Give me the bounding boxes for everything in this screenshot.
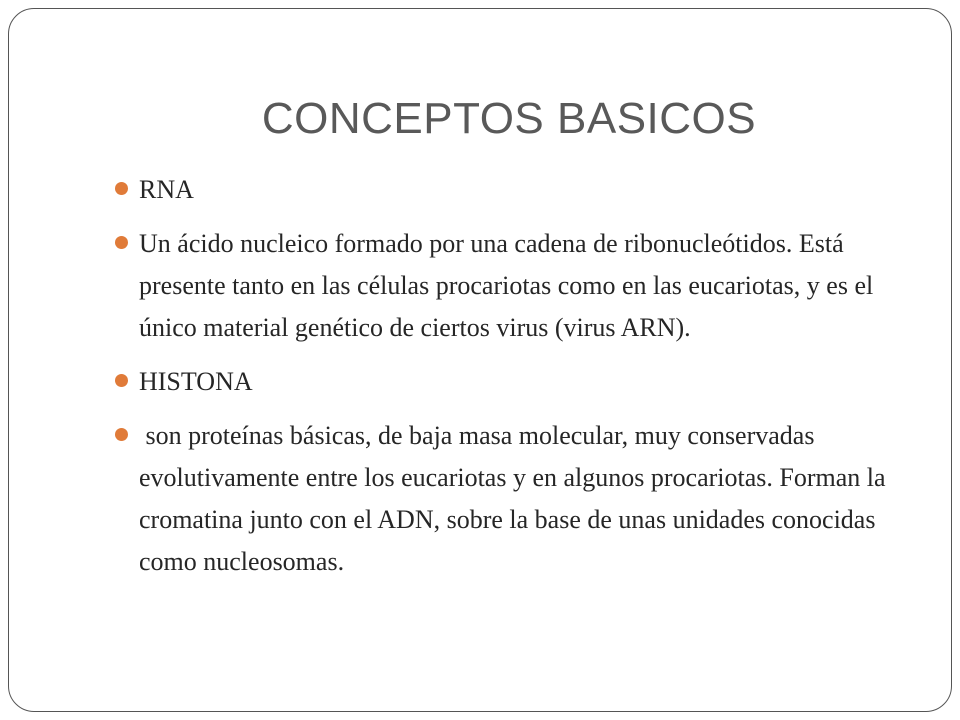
bullet-text: RNA bbox=[139, 175, 194, 204]
bullet-dot-icon bbox=[115, 236, 128, 249]
bullet-dot-icon bbox=[115, 374, 128, 387]
slide-title: CONCEPTOS BASICOS bbox=[261, 94, 757, 143]
bullet-list bbox=[113, 169, 913, 595]
bullet-item bbox=[113, 223, 913, 349]
bullet-item bbox=[113, 415, 913, 583]
slide-frame bbox=[8, 8, 952, 712]
bullet-text: HISTONA bbox=[139, 367, 253, 396]
bullet-dot-icon bbox=[115, 428, 128, 441]
bullet-item bbox=[113, 361, 913, 403]
bullet-text: Un ácido nucleico formado por una cadena de ribonucleótidos. Está presente tanto en las células procariotas como en las eucariotas, y es el único material genético de ciertos virus (virus ARN). bbox=[139, 229, 874, 342]
bullet-text: son proteínas básicas, de baja masa molecular, muy conservadas evolutivamente entre los eucariotas y en algunos procariotas. Forman la cromatina junto con el ADN, sobre la base de unas unidades conocidas como nucleosomas. bbox=[139, 421, 893, 576]
bullet-dot-icon bbox=[115, 182, 128, 195]
bullet-item bbox=[113, 169, 913, 211]
